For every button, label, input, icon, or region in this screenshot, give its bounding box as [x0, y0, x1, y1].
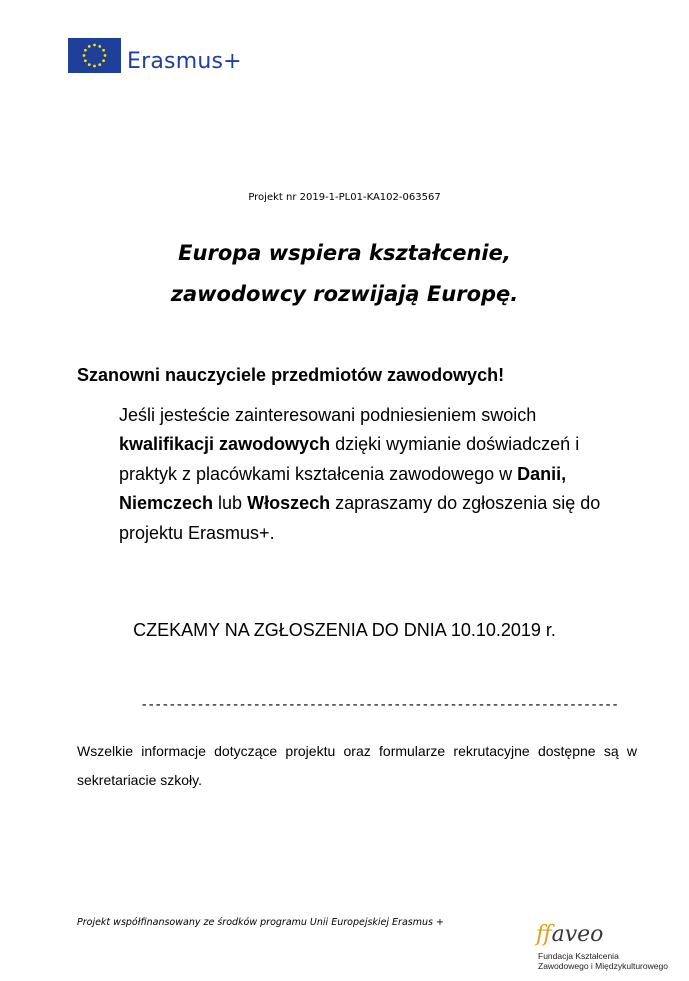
faveo-subtitle-line-1: Fundacja Kształcenia — [538, 951, 619, 961]
project-number: Projekt nr 2019-1-PL01-KA102-063567 — [248, 192, 441, 203]
faveo-mark: ff — [536, 922, 552, 947]
body-text-4: zapraszamy do zgłoszenia się do projektu Erasmus+. — [119, 493, 601, 543]
faveo-name: aveo — [551, 922, 604, 947]
info-paragraph: Wszelkie informacje dotyczące projektu oraz formularze rekrutacyjne dostępne są w sekretariacie szkoły. — [77, 743, 637, 788]
eu-flag-icon — [68, 38, 121, 73]
invitation-paragraph — [119, 401, 639, 548]
faveo-logo — [536, 922, 603, 947]
faveo-subtitle — [538, 951, 668, 971]
cofinance-note: Projekt współfinansowany ze środków programu Unii Europejskiej Erasmus + — [77, 917, 444, 928]
separator-line: -------------------------------------------------------------------- — [140, 697, 618, 713]
body-text-1: Jeśli jesteście zainteresowani podniesieniem swoich — [119, 405, 537, 425]
body-text-3: lub — [213, 493, 248, 514]
salutation: Szanowni nauczyciele przedmiotów zawodowych! — [77, 365, 505, 385]
headline-line-1: Europa wspiera kształcenie, — [178, 241, 511, 265]
body-bold-countries: Danii, Niemczech — [119, 463, 567, 514]
erasmus-logo-text: Erasmus+ — [127, 49, 242, 74]
faveo-subtitle-line-2: Zawodowego i Międzykulturowego — [538, 961, 668, 971]
headline-line-2: zawodowcy rozwijają Europę. — [170, 282, 519, 306]
deadline-notice: CZEKAMY NA ZGŁOSZENIA DO DNIA 10.10.2019 r. — [133, 620, 556, 640]
body-bold-italy: Włoszech — [247, 493, 331, 514]
body-bold-qualifications: kwalifikacji zawodowych — [119, 434, 331, 455]
body-text-2: dzięki wymianie doświadczeń i praktyk z placówkami kształcenia zawodowego w — [119, 434, 580, 484]
